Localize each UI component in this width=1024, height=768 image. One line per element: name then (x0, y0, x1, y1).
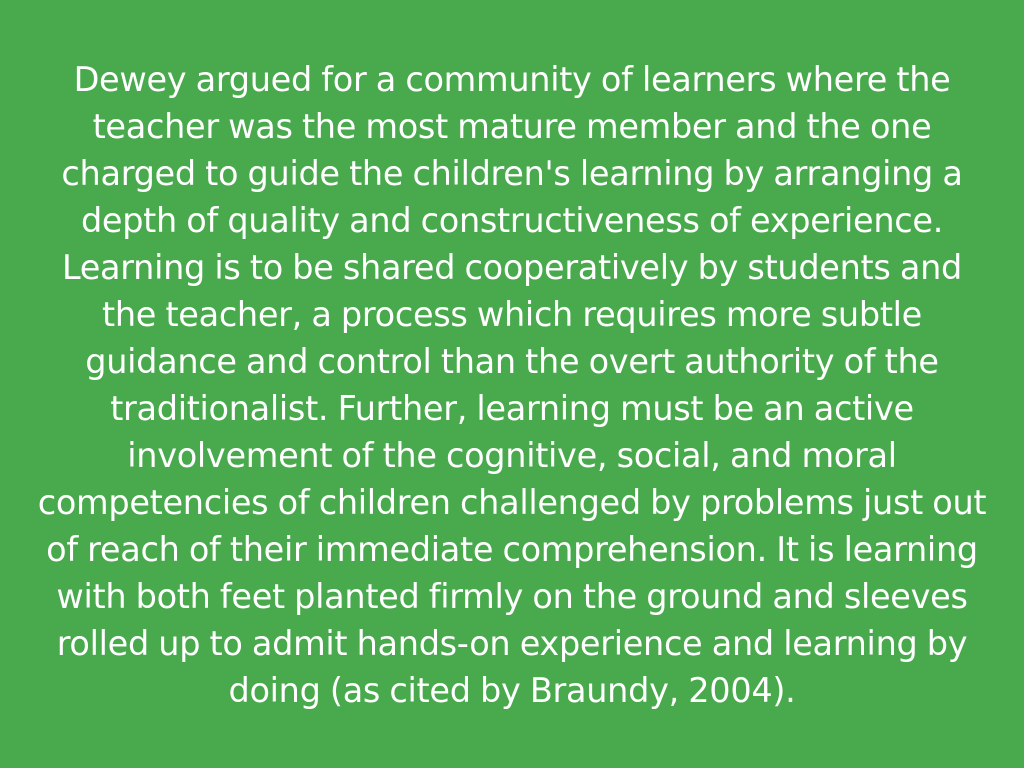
quote-line: with both feet planted firmly on the ground and sleeves (56, 577, 968, 616)
quote-line: depth of quality and constructiveness of experience. (80, 201, 944, 240)
quote-line: the teacher, a process which requires more subtle (102, 295, 922, 334)
quote-line: rolled up to admit hands-on experience and learning by (56, 624, 968, 663)
quote-line: of reach of their immediate comprehension. It is learning (46, 530, 978, 569)
quote-text (12, 56, 1012, 714)
quote-line: teacher was the most mature member and the one (92, 107, 932, 146)
quote-line: doing (as cited by Braundy, 2004). (228, 671, 796, 710)
quote-line: Dewey argued for a community of learners where the (73, 60, 951, 99)
quote-line: charged to guide the children's learning by arranging a (61, 154, 963, 193)
quote-line: Learning is to be shared cooperatively by students and (61, 248, 963, 287)
quote-line: involvement of the cognitive, social, and moral (127, 436, 897, 475)
quote-line: traditionalist. Further, learning must be an active (110, 389, 914, 428)
quote-line: guidance and control than the overt authority of the (85, 342, 939, 381)
quote-line: competencies of children challenged by problems just out (37, 483, 987, 522)
